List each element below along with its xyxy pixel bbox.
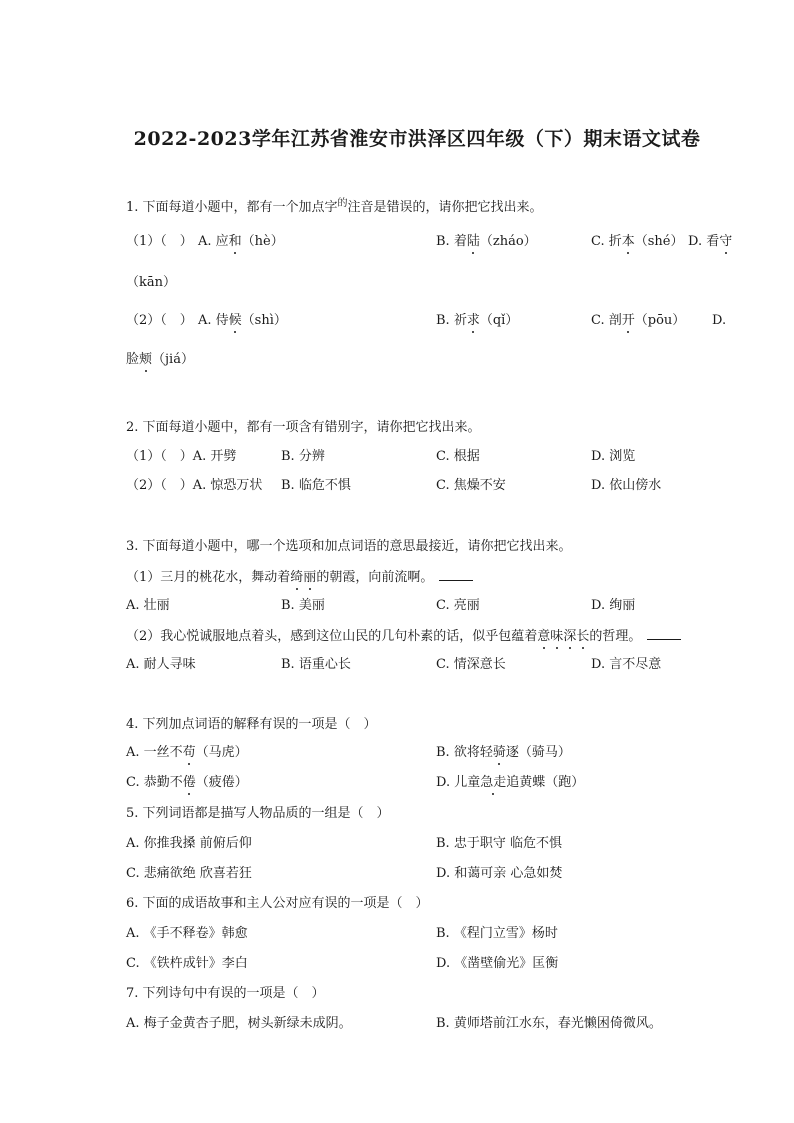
q2-2-option-c[interactable]: C. 焦燥不安 (436, 478, 506, 493)
q3-1-sentence: （1）三月的桃花水，舞动着绮丽的朝霞，向前流啊。 (126, 568, 473, 586)
q4-stem: 4. 下列加点词语的解释有误的一项是（ ） (126, 717, 377, 732)
q1-1-number: （1）（ ） (126, 234, 193, 249)
q4-option-c[interactable]: C. 恭勤不倦（疲倦） (126, 775, 248, 790)
q2-2-option-b[interactable]: B. 临危不惧 (281, 478, 351, 493)
q5-option-c[interactable]: C. 悲痛欲绝 欣喜若狂 (126, 866, 252, 881)
q1-2-option-c[interactable]: C. 剖开（pōu） (591, 313, 686, 328)
q3-1-option-a[interactable]: A. 壮丽 (126, 598, 170, 613)
q1-1-option-b[interactable]: B. 着陆（zháo） (436, 234, 537, 249)
q1-1-option-d[interactable]: D. 看守 (688, 234, 733, 249)
q1-2-option-d-cont: 脸颊（jiá） (126, 352, 194, 367)
q1-2-number: （2）（ ） (126, 313, 193, 328)
q1-1-option-d-cont: （kān） (126, 275, 177, 290)
q1-2-option-a[interactable]: A. 侍候（shì） (198, 313, 287, 328)
q1-stem: 1. 下面每道小题中，都有一个加点字$^的$注音是错误的，请你把它找出来。 (126, 198, 543, 215)
q3-2-option-d[interactable]: D. 言不尽意 (591, 657, 662, 672)
q3-1-option-c[interactable]: C. 亮丽 (436, 598, 480, 613)
q7-option-a[interactable]: A. 梅子金黄杏子肥，树头新绿未成阴。 (126, 1016, 352, 1031)
q3-2-answer-blank[interactable] (647, 627, 681, 640)
q5-stem: 5. 下列词语都是描写人物品质的一组是（ ） (126, 806, 390, 821)
q2-stem: 2. 下面每道小题中，都有一项含有错别字，请你把它找出来。 (126, 420, 481, 435)
q6-option-b[interactable]: B. 《程门立雪》杨时 (436, 926, 558, 941)
q2-2-option-d[interactable]: D. 依山傍水 (591, 478, 662, 493)
q1-1-option-a[interactable]: A. 应和（hè） (198, 234, 284, 249)
q1-2-option-b[interactable]: B. 祈求（qǐ） (436, 313, 519, 328)
q3-2-option-b[interactable]: B. 语重心长 (281, 657, 351, 672)
q2-1-option-d[interactable]: D. 浏览 (591, 449, 636, 464)
q7-option-b[interactable]: B. 黄师塔前江水东，春光懒困倚微风。 (436, 1016, 662, 1031)
q2-2-option-a[interactable]: （2）（ ）A. 惊恐万状 (126, 478, 263, 493)
q3-2-option-a[interactable]: A. 耐人寻味 (126, 657, 196, 672)
q6-stem: 6. 下面的成语故事和主人公对应有误的一项是（ ） (126, 896, 429, 911)
q7-stem: 7. 下列诗句中有误的一项是（ ） (126, 986, 325, 1001)
q3-2-sentence: （2）我心悦诚服地点着头，感到这位山民的几句朴素的话，似乎包蕴着意味深长的哲理。 (126, 627, 681, 645)
q4-option-b[interactable]: B. 欲将轻骑逐（骑马） (436, 745, 571, 760)
q2-1-option-c[interactable]: C. 根据 (436, 449, 480, 464)
page-title: 2022-2023学年江苏省淮安市洪泽区四年级（下）期末语文试卷 (133, 128, 701, 150)
q5-option-b[interactable]: B. 忠于职守 临危不惧 (436, 836, 562, 851)
q3-1-option-b[interactable]: B. 美丽 (281, 598, 325, 613)
q3-1-option-d[interactable]: D. 绚丽 (591, 598, 636, 613)
q1-1-option-c[interactable]: C. 折本（shé） (591, 234, 684, 249)
q4-option-a[interactable]: A. 一丝不苟（马虎） (126, 745, 248, 760)
q6-option-c[interactable]: C. 《铁杵成针》李白 (126, 956, 248, 971)
q6-option-a[interactable]: A. 《手不释卷》韩愈 (126, 926, 248, 941)
q1-2-option-d[interactable]: D. (712, 313, 727, 328)
q2-1-option-a[interactable]: （1）（ ）A. 开劈 (126, 449, 237, 464)
q3-2-option-c[interactable]: C. 情深意长 (436, 657, 506, 672)
q3-stem: 3. 下面每道小题中，哪一个选项和加点词语的意思最接近，请你把它找出来。 (126, 539, 572, 554)
q3-1-answer-blank[interactable] (439, 568, 473, 581)
q4-option-d[interactable]: D. 儿童急走追黄蝶（跑） (436, 775, 585, 790)
q5-option-a[interactable]: A. 你推我搡 前俯后仰 (126, 836, 252, 851)
q6-option-d[interactable]: D. 《凿壁偷光》匡衡 (436, 956, 559, 971)
q2-1-option-b[interactable]: B. 分辨 (281, 449, 325, 464)
q5-option-d[interactable]: D. 和蔼可亲 心急如焚 (436, 866, 563, 881)
